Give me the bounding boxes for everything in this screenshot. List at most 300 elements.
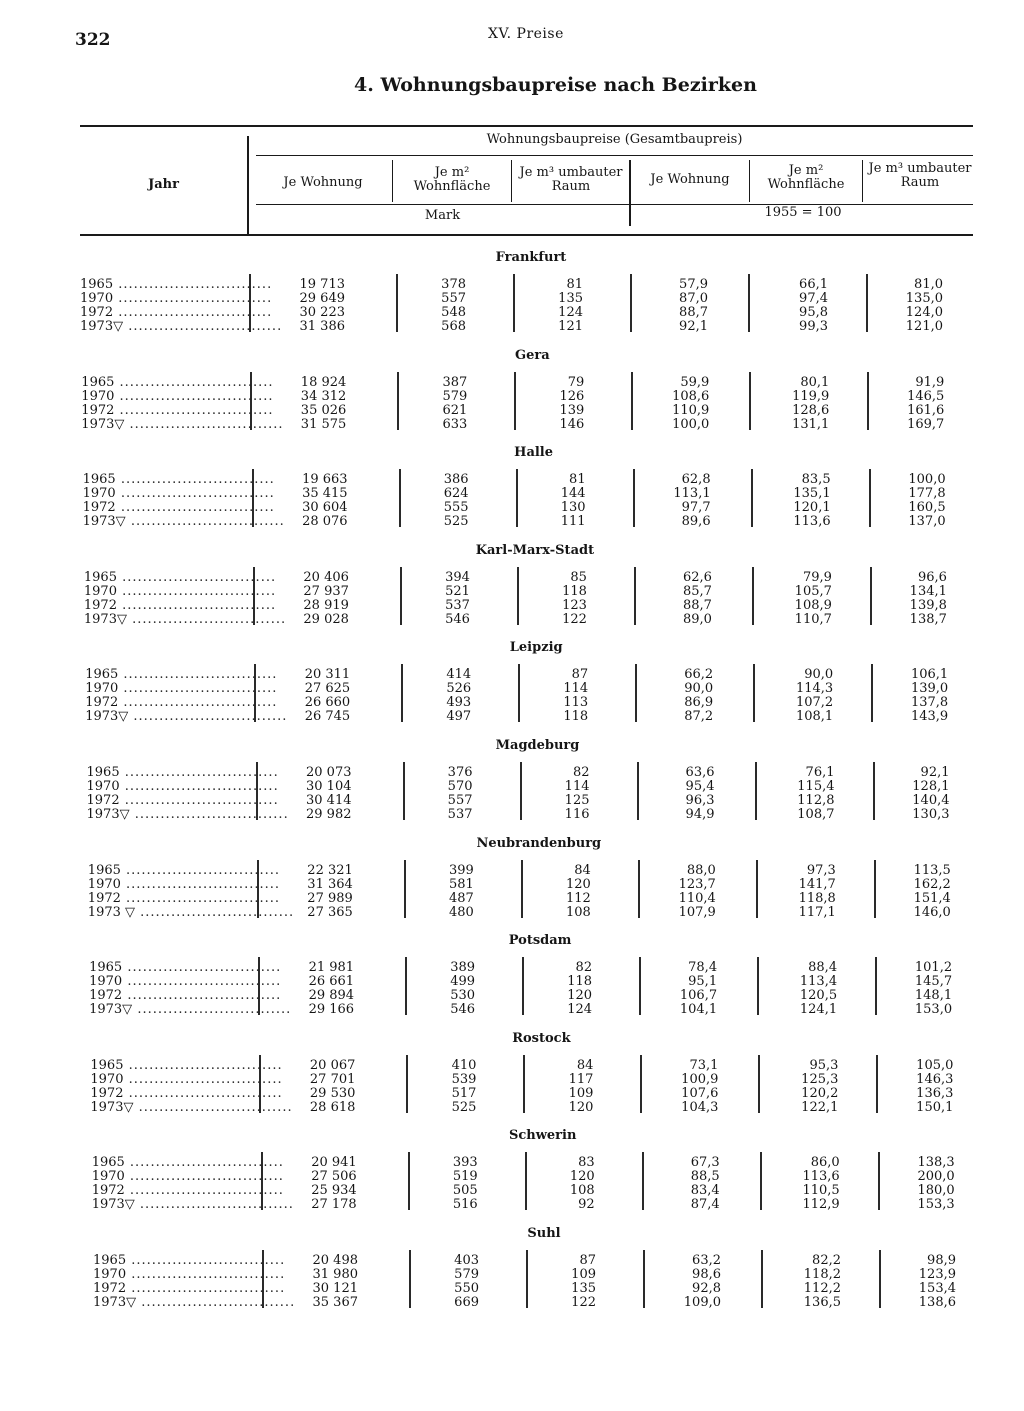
- value-cell: 87: [579, 1253, 596, 1268]
- value-cell: 20 498: [312, 1253, 358, 1268]
- value-cell: 112,2: [803, 1281, 841, 1296]
- dot-leader: ..............................: [134, 1197, 294, 1212]
- value-cell: 29 894: [308, 988, 355, 1003]
- year-label: 1970: [89, 974, 123, 989]
- table-row: [0, 1184, 1024, 1198]
- value-cell: 118,2: [803, 1267, 841, 1282]
- value-cell: 112,9: [802, 1197, 840, 1212]
- dot-leader: ..............................: [118, 681, 278, 696]
- value-cell: 131,1: [792, 417, 830, 432]
- value-cell: 138,6: [918, 1295, 956, 1310]
- value-cell: 89,6: [681, 514, 711, 529]
- value-cell: 130: [560, 500, 586, 515]
- region-title: Frankfurt: [495, 250, 567, 265]
- table-row: [0, 418, 1024, 432]
- group-underline: [256, 155, 973, 156]
- value-cell: 84: [576, 1058, 594, 1073]
- value-cell: 394: [445, 570, 470, 585]
- value-cell: 118: [562, 584, 587, 599]
- dot-leader: ..............................: [120, 863, 280, 878]
- col-divider-4: [749, 160, 750, 202]
- value-cell: 96,6: [917, 570, 947, 585]
- value-cell: 122,1: [801, 1100, 839, 1115]
- unit-underline: [256, 204, 973, 205]
- value-cell: 120: [567, 988, 593, 1003]
- dot-leader: ..............................: [129, 807, 289, 822]
- value-cell: 128,1: [912, 779, 950, 794]
- dot-leader: ..............................: [123, 1072, 283, 1087]
- value-cell: 34 312: [300, 389, 347, 404]
- value-cell: 29 649: [299, 291, 345, 306]
- value-cell: 92,1: [679, 319, 708, 334]
- value-cell: 125,3: [801, 1072, 839, 1087]
- dot-leader: ..............................: [124, 1155, 284, 1170]
- value-cell: 113,6: [793, 514, 831, 529]
- year-label: 1973▽: [81, 417, 125, 432]
- value-cell: 88,7: [679, 305, 708, 320]
- table-row: [0, 613, 1024, 627]
- value-cell: 113,4: [799, 974, 838, 989]
- header-col5: Je m² Wohnfläche: [767, 163, 845, 192]
- year-label: 1970: [85, 681, 119, 696]
- page-number: 322: [75, 30, 111, 50]
- year-label: 1970: [91, 1169, 125, 1184]
- value-cell: 153,4: [918, 1281, 956, 1296]
- value-cell: 557: [447, 793, 473, 808]
- dot-leader: ..............................: [115, 486, 275, 501]
- dot-leader: ..............................: [123, 319, 283, 334]
- value-cell: 81: [569, 472, 586, 487]
- dot-leader: ..............................: [119, 765, 279, 780]
- table-row: [0, 376, 1024, 390]
- value-cell: 139,8: [909, 598, 947, 613]
- value-cell: 118,8: [798, 891, 836, 906]
- value-cell: 134,1: [909, 584, 947, 599]
- table-row: [0, 975, 1024, 989]
- value-cell: 177,8: [908, 486, 946, 501]
- value-cell: 106,7: [679, 988, 718, 1003]
- value-cell: 63,2: [692, 1253, 721, 1268]
- value-cell: 110,4: [678, 891, 716, 906]
- year-label: 1965: [90, 1058, 124, 1073]
- value-cell: 88,7: [682, 598, 712, 613]
- value-cell: 59,9: [680, 375, 710, 390]
- value-cell: 117,1: [798, 905, 836, 920]
- value-cell: 31 386: [299, 319, 345, 334]
- value-cell: 487: [448, 891, 474, 906]
- region-title: Halle: [514, 445, 554, 460]
- value-cell: 104,1: [679, 1002, 718, 1017]
- value-cell: 62,6: [682, 570, 712, 585]
- table-row: [0, 1296, 1024, 1310]
- table-row: [0, 320, 1024, 334]
- value-cell: 550: [454, 1281, 479, 1296]
- dot-leader: ..............................: [124, 1183, 284, 1198]
- year-label: 1973▽: [86, 807, 130, 822]
- region-title: Neubrandenburg: [476, 836, 602, 851]
- year-label: 1972: [81, 403, 115, 418]
- value-cell: 537: [447, 807, 473, 822]
- value-cell: 20 311: [304, 667, 351, 682]
- value-cell: 386: [443, 472, 469, 487]
- value-cell: 97,7: [681, 500, 711, 515]
- value-cell: 153,3: [917, 1197, 955, 1212]
- year-label: 1973▽: [85, 709, 129, 724]
- value-cell: 26 745: [304, 709, 351, 724]
- region-title: Potsdam: [508, 933, 572, 948]
- value-cell: 86,0: [810, 1155, 840, 1170]
- value-cell: 125: [564, 793, 590, 808]
- value-cell: 119,9: [792, 389, 830, 404]
- value-cell: 79: [567, 375, 585, 390]
- table-row: [0, 808, 1024, 822]
- value-cell: 97,3: [806, 863, 836, 878]
- value-cell: 526: [446, 681, 472, 696]
- value-cell: 97,4: [799, 291, 828, 306]
- year-label: 1972: [91, 1183, 125, 1198]
- year-label: 1972: [93, 1281, 127, 1296]
- value-cell: 92: [578, 1197, 595, 1212]
- value-cell: 76,1: [805, 765, 835, 780]
- year-label: 1965: [86, 765, 120, 780]
- value-cell: 20 067: [309, 1058, 356, 1073]
- value-cell: 95,1: [688, 974, 718, 989]
- header-unit-index: 1955 = 100: [764, 205, 842, 220]
- value-cell: 66,1: [799, 277, 828, 292]
- header-col4: Je Wohnung: [650, 172, 730, 187]
- value-cell: 96,3: [685, 793, 715, 808]
- dot-leader: ..............................: [114, 403, 274, 418]
- year-label: 1973▽: [82, 514, 126, 529]
- table-row: [0, 1087, 1024, 1101]
- col-divider-1: [392, 160, 393, 202]
- year-label: 1973▽: [90, 1100, 134, 1115]
- value-cell: 27 937: [303, 584, 349, 599]
- value-cell: 27 989: [307, 891, 353, 906]
- value-cell: 122: [571, 1295, 596, 1310]
- table-row: [0, 682, 1024, 696]
- value-cell: 108: [565, 905, 591, 920]
- value-cell: 26 661: [308, 974, 355, 989]
- value-cell: 31 575: [300, 417, 347, 432]
- value-cell: 122: [562, 612, 587, 627]
- dot-leader: ..............................: [116, 598, 277, 613]
- year-label: 1972: [87, 891, 121, 906]
- dot-leader: ..............................: [113, 291, 273, 306]
- value-cell: 521: [445, 584, 470, 599]
- year-label: 1973 ▽: [87, 905, 136, 920]
- value-cell: 568: [441, 319, 466, 334]
- header-col6: Je m³ umbauter Raum: [868, 161, 972, 190]
- value-cell: 505: [452, 1183, 478, 1198]
- value-cell: 95,8: [799, 305, 828, 320]
- table-row: [0, 515, 1024, 529]
- value-cell: 135: [558, 291, 583, 306]
- value-cell: 387: [442, 375, 468, 390]
- value-cell: 169,7: [907, 417, 945, 432]
- year-label: 1965: [82, 472, 116, 487]
- value-cell: 85,7: [682, 584, 712, 599]
- value-cell: 162,2: [913, 877, 951, 892]
- running-head: XV. Preise: [488, 26, 564, 42]
- value-cell: 137,8: [910, 695, 949, 710]
- value-cell: 136,5: [803, 1295, 841, 1310]
- value-cell: 30 223: [299, 305, 345, 320]
- value-cell: 148,1: [914, 988, 953, 1003]
- table-row: [0, 1170, 1024, 1184]
- value-cell: 546: [450, 1002, 476, 1017]
- value-cell: 108,9: [794, 598, 832, 613]
- dot-leader: ..............................: [132, 1002, 292, 1017]
- dot-leader: ..............................: [123, 1086, 283, 1101]
- value-cell: 393: [452, 1155, 478, 1170]
- value-cell: 410: [451, 1058, 477, 1073]
- region-title: Karl-Marx-Stadt: [475, 543, 595, 558]
- value-cell: 92,8: [692, 1281, 721, 1296]
- value-cell: 87,4: [690, 1197, 720, 1212]
- header-jahr-divider: [247, 136, 249, 234]
- region-title: Schwerin: [508, 1128, 577, 1143]
- year-label: 1972: [86, 793, 120, 808]
- dot-leader: ..............................: [136, 1295, 296, 1310]
- value-cell: 92,1: [920, 765, 950, 780]
- value-cell: 26 660: [304, 695, 351, 710]
- value-cell: 493: [446, 695, 472, 710]
- value-cell: 107,6: [681, 1086, 719, 1101]
- value-cell: 87,0: [679, 291, 708, 306]
- value-cell: 87: [571, 667, 589, 682]
- year-label: 1965: [85, 667, 119, 682]
- value-cell: 20 406: [303, 570, 349, 585]
- value-cell: 121: [558, 319, 583, 334]
- table-row: [0, 906, 1024, 920]
- value-cell: 480: [448, 905, 474, 920]
- dot-leader: ..............................: [114, 375, 274, 390]
- value-cell: 109: [571, 1267, 596, 1282]
- value-cell: 114: [563, 681, 589, 696]
- header-bottom-rule: [80, 234, 973, 236]
- value-cell: 35 026: [300, 403, 347, 418]
- value-cell: 73,1: [689, 1058, 719, 1073]
- value-cell: 135,1: [793, 486, 831, 501]
- year-label: 1973▽: [80, 319, 124, 334]
- value-cell: 113,1: [673, 486, 711, 501]
- col-divider-2: [511, 160, 512, 202]
- header-col3: Je m³ umbauter Raum: [519, 165, 623, 194]
- dot-leader: ..............................: [115, 500, 275, 515]
- dot-leader: ..............................: [119, 793, 279, 808]
- value-cell: 115,4: [797, 779, 835, 794]
- value-cell: 100,9: [681, 1072, 719, 1087]
- dot-leader: ..............................: [128, 709, 288, 724]
- value-cell: 530: [450, 988, 476, 1003]
- value-cell: 88,0: [686, 863, 716, 878]
- value-cell: 579: [442, 389, 468, 404]
- value-cell: 138,7: [909, 612, 947, 627]
- year-label: 1965: [91, 1155, 125, 1170]
- value-cell: 20 941: [311, 1155, 357, 1170]
- value-cell: 160,5: [908, 500, 946, 515]
- value-cell: 82: [572, 765, 590, 780]
- table-row: [0, 487, 1024, 501]
- value-cell: 21 981: [308, 960, 355, 975]
- top-rule: [80, 125, 973, 127]
- value-cell: 62,8: [681, 472, 711, 487]
- value-cell: 114,3: [795, 681, 834, 696]
- value-cell: 517: [451, 1086, 477, 1101]
- value-cell: 27 506: [311, 1169, 357, 1184]
- value-cell: 525: [443, 514, 469, 529]
- value-cell: 139,0: [910, 681, 949, 696]
- value-cell: 31 364: [307, 877, 353, 892]
- value-cell: 546: [445, 612, 470, 627]
- year-label: 1965: [87, 863, 121, 878]
- value-cell: 120,1: [793, 500, 831, 515]
- value-cell: 624: [443, 486, 469, 501]
- value-cell: 80,1: [800, 375, 830, 390]
- value-cell: 151,4: [913, 891, 951, 906]
- value-cell: 116: [564, 807, 590, 822]
- table-row: [0, 585, 1024, 599]
- value-cell: 83,5: [801, 472, 831, 487]
- header-group: Wohnungsbaupreise (Gesamtbaupreis): [486, 132, 743, 147]
- value-cell: 123,9: [918, 1267, 956, 1282]
- value-cell: 79,9: [802, 570, 832, 585]
- value-cell: 109: [568, 1086, 594, 1101]
- value-cell: 108: [569, 1183, 595, 1198]
- value-cell: 107,2: [795, 695, 834, 710]
- value-cell: 87,2: [684, 709, 714, 724]
- dot-leader: ..............................: [119, 779, 279, 794]
- value-cell: 378: [441, 277, 466, 292]
- dot-leader: ..............................: [135, 905, 295, 920]
- dot-leader: ..............................: [125, 514, 285, 529]
- region-title: Gera: [514, 348, 550, 363]
- table-row: [0, 278, 1024, 292]
- value-cell: 29 982: [306, 807, 352, 822]
- value-cell: 124,1: [799, 1002, 838, 1017]
- year-label: 1965: [83, 570, 117, 585]
- year-label: 1970: [86, 779, 120, 794]
- year-label: 1973▽: [93, 1295, 137, 1310]
- value-cell: 113: [563, 695, 589, 710]
- value-cell: 27 625: [304, 681, 351, 696]
- header-col1: Je Wohnung: [283, 175, 363, 190]
- dot-leader: ..............................: [118, 667, 278, 682]
- year-label: 1970: [93, 1267, 127, 1282]
- year-label: 1970: [83, 584, 117, 599]
- year-label: 1970: [90, 1072, 124, 1087]
- table-row: [0, 1268, 1024, 1282]
- dot-leader: ..............................: [116, 570, 277, 585]
- year-label: 1972: [90, 1086, 124, 1101]
- value-cell: 31 980: [312, 1267, 358, 1282]
- value-cell: 135,0: [905, 291, 943, 306]
- value-cell: 28 076: [302, 514, 348, 529]
- value-cell: 376: [447, 765, 473, 780]
- value-cell: 107,9: [678, 905, 716, 920]
- year-label: 1965: [80, 277, 114, 292]
- dot-leader: ..............................: [126, 1267, 286, 1282]
- table-row: [0, 668, 1024, 682]
- region-title: Rostock: [512, 1031, 571, 1046]
- value-cell: 35 415: [302, 486, 348, 501]
- dot-leader: ..............................: [126, 612, 287, 627]
- year-label: 1972: [80, 305, 114, 320]
- value-cell: 137,0: [908, 514, 946, 529]
- year-label: 1972: [83, 598, 117, 613]
- year-label: 1970: [80, 291, 114, 306]
- value-cell: 35 367: [312, 1295, 358, 1310]
- value-cell: 414: [446, 667, 472, 682]
- value-cell: 95,4: [685, 779, 715, 794]
- value-cell: 63,6: [685, 765, 715, 780]
- dot-leader: ..............................: [122, 974, 282, 989]
- value-cell: 146: [559, 417, 585, 432]
- header-col2: Je m² Wohnfläche: [413, 165, 491, 194]
- value-cell: 30 414: [306, 793, 352, 808]
- value-cell: 95,3: [809, 1058, 839, 1073]
- value-cell: 110,7: [794, 612, 832, 627]
- value-cell: 30 104: [306, 779, 352, 794]
- table-row: [0, 961, 1024, 975]
- value-cell: 581: [448, 877, 474, 892]
- value-cell: 399: [448, 863, 474, 878]
- table-row: [0, 1101, 1024, 1115]
- table-row: [0, 1073, 1024, 1087]
- value-cell: 499: [450, 974, 476, 989]
- value-cell: 120: [565, 877, 591, 892]
- value-cell: 146,3: [916, 1072, 954, 1087]
- header-unit-mark: Mark: [424, 208, 461, 223]
- value-cell: 537: [445, 598, 470, 613]
- col-divider-5: [862, 160, 863, 202]
- dot-leader: ..............................: [122, 988, 282, 1003]
- value-cell: 153,0: [914, 1002, 953, 1017]
- dot-leader: ..............................: [113, 277, 273, 292]
- table-row: [0, 599, 1024, 613]
- value-cell: 29 530: [309, 1086, 356, 1101]
- value-cell: 135: [571, 1281, 596, 1296]
- value-cell: 29 028: [303, 612, 349, 627]
- value-cell: 98,9: [927, 1253, 956, 1268]
- value-cell: 130,3: [912, 807, 950, 822]
- table-row: [0, 473, 1024, 487]
- value-cell: 539: [451, 1072, 477, 1087]
- table-row: [0, 1059, 1024, 1073]
- value-cell: 389: [450, 960, 476, 975]
- table-row: [0, 794, 1024, 808]
- table-row: [0, 1198, 1024, 1212]
- table-row: [0, 696, 1024, 710]
- dot-leader: ..............................: [115, 472, 275, 487]
- value-cell: 112: [565, 891, 591, 906]
- value-cell: 128,6: [792, 403, 830, 418]
- value-cell: 30 604: [302, 500, 348, 515]
- value-cell: 117: [568, 1072, 594, 1087]
- region-title: Suhl: [527, 1226, 561, 1241]
- value-cell: 82: [575, 960, 593, 975]
- year-label: 1970: [81, 389, 115, 404]
- value-cell: 89,0: [682, 612, 712, 627]
- value-cell: 120,5: [799, 988, 838, 1003]
- value-cell: 621: [442, 403, 468, 418]
- value-cell: 141,7: [798, 877, 836, 892]
- dot-leader: ..............................: [126, 1253, 286, 1268]
- value-cell: 22 321: [307, 863, 353, 878]
- value-cell: 106,1: [910, 667, 949, 682]
- value-cell: 669: [454, 1295, 479, 1310]
